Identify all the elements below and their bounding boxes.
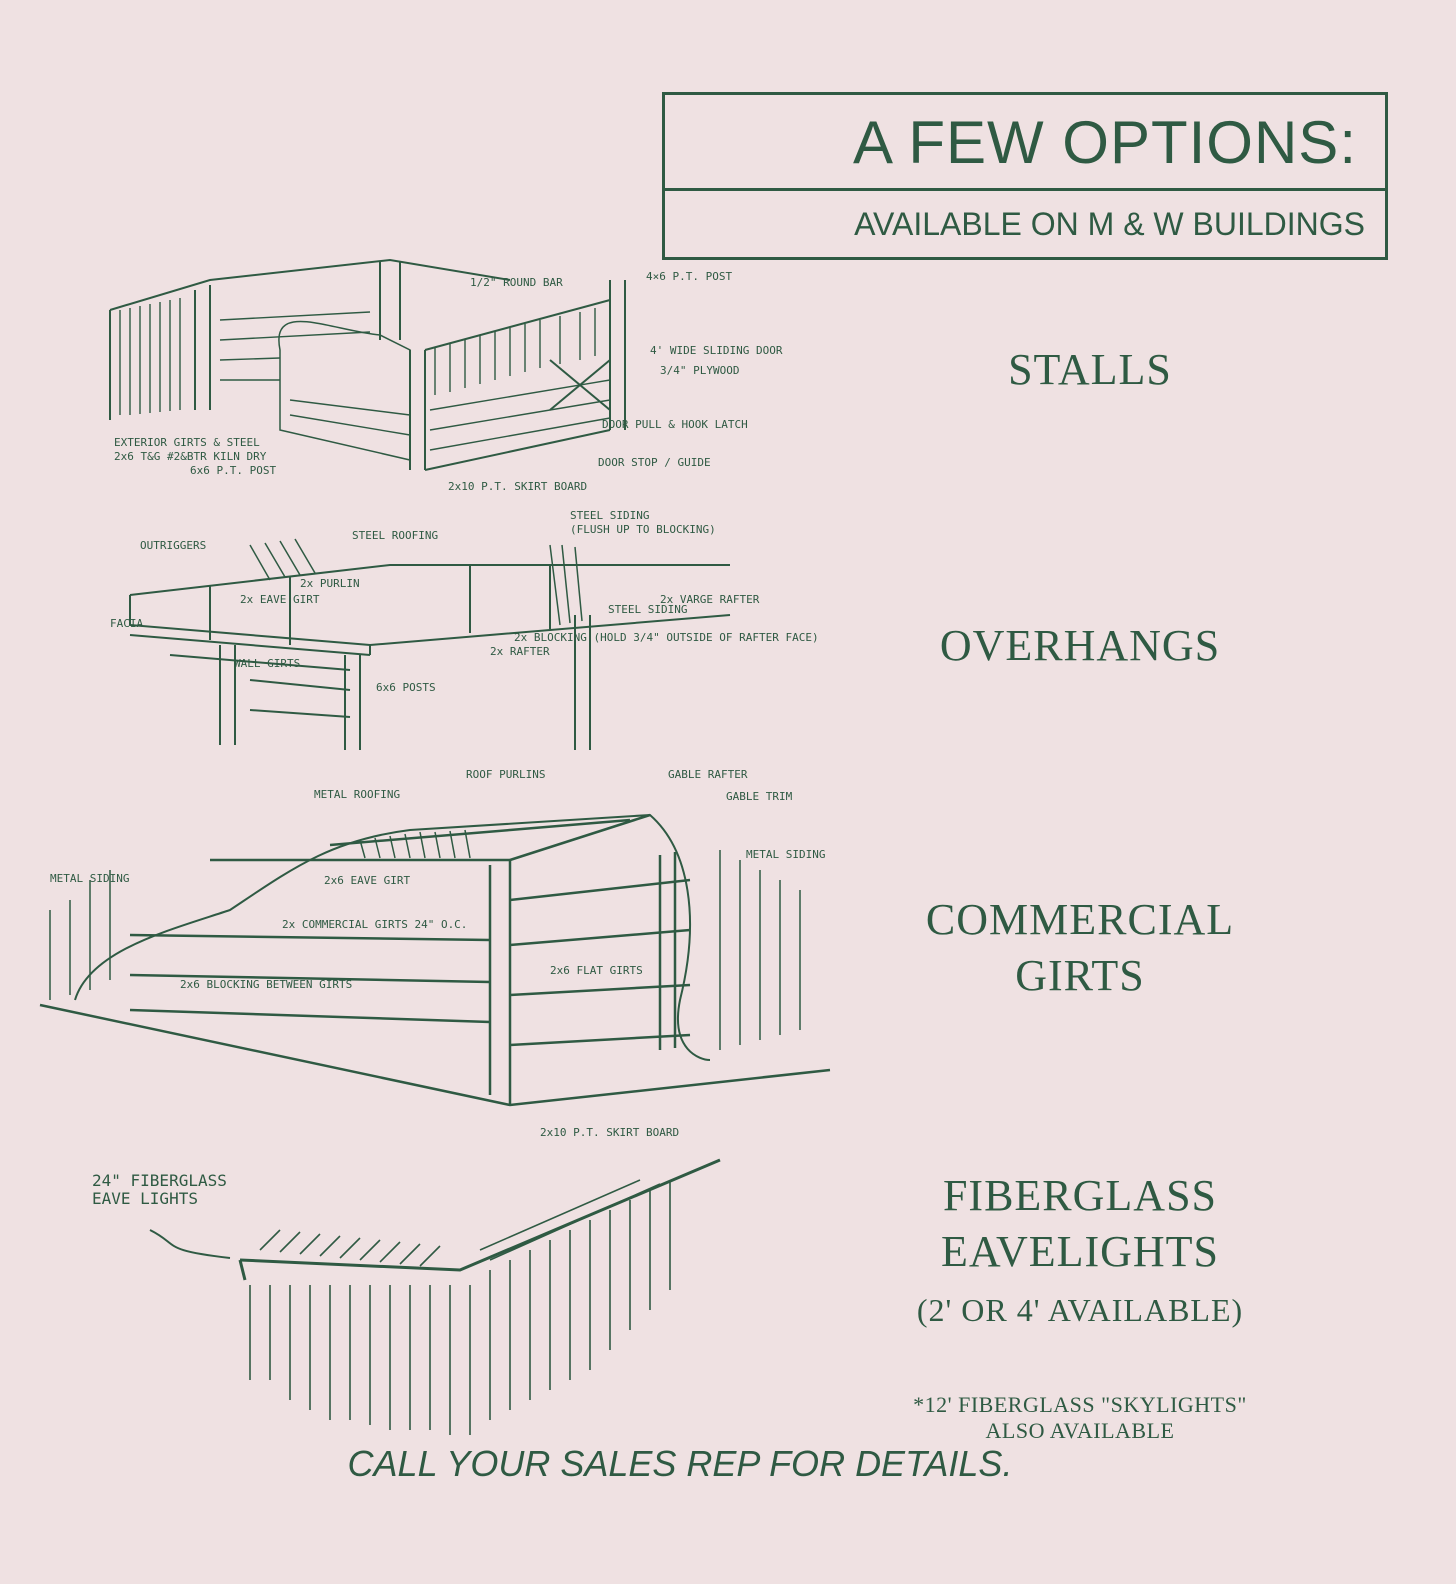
option-eavelights-line2: EAVELIGHTS	[940, 1227, 1220, 1276]
girts-label-commercial-girts: 2x COMMERCIAL GIRTS 24" O.C.	[282, 918, 468, 931]
overhangs-label-steel-siding-2: STEEL SIDING	[608, 603, 688, 616]
stalls-label-exterior-girts: EXTERIOR GIRTS & STEEL	[114, 436, 260, 449]
overhangs-label-outriggers: OUTRIGGERS	[140, 539, 207, 552]
stalls-label-door-pull: DOOR PULL & HOOK LATCH	[602, 418, 748, 431]
stalls-label-6x6-post: 6x6 P.T. POST	[190, 464, 277, 477]
eavelights-label-line1: 24" FIBERGLASS	[92, 1171, 227, 1190]
stalls-label-plywood: 3/4" PLYWOOD	[660, 364, 740, 377]
overhangs-label-flush: (FLUSH UP TO BLOCKING)	[570, 523, 716, 536]
option-eavelights-sizes: (2' OR 4' AVAILABLE)	[916, 1292, 1244, 1328]
overhangs-label-posts: 6x6 POSTS	[376, 681, 436, 694]
overhangs-label-facia: FACIA	[110, 617, 144, 630]
stalls-label-door-stop: DOOR STOP / GUIDE	[598, 456, 711, 469]
option-eavelights-line1: FIBERGLASS	[942, 1171, 1218, 1220]
page-title: A FEW OPTIONS:	[665, 95, 1385, 191]
stalls-label-skirt-board: 2x10 P.T. SKIRT BOARD	[448, 480, 588, 493]
stalls-label-sliding-door: 4' WIDE SLIDING DOOR	[650, 344, 783, 357]
girts-drawing	[30, 760, 850, 1150]
overhangs-label-varge-rafter: 2x VARGE RAFTER	[660, 593, 760, 606]
option-commercial-girts-line2: GIRTS	[1015, 951, 1145, 1000]
girts-label-metal-siding-left: METAL SIDING	[50, 872, 130, 885]
girts-label-metal-siding-right: METAL SIDING	[746, 848, 826, 861]
overhangs-drawing	[90, 505, 819, 755]
footer-cta: CALL YOUR SALES REP FOR DETAILS.	[347, 1443, 1013, 1484]
girts-sketch	[30, 760, 850, 1150]
overhangs-label-eave-girt: 2x EAVE GIRT	[240, 593, 320, 606]
option-stalls: STALLS	[1008, 345, 1172, 394]
stalls-label-tg: 2x6 T&G #2&BTR KILN DRY	[114, 450, 267, 463]
girts-label-skirt-board: 2x10 P.T. SKIRT BOARD	[540, 1126, 680, 1139]
stalls-drawing	[90, 240, 790, 500]
option-overhangs: OVERHANGS	[939, 621, 1221, 670]
overhangs-label-steel-siding: STEEL SIDING	[570, 509, 650, 522]
overhangs-label-blocking: 2x BLOCKING (HOLD 3/4" OUTSIDE OF RAFTER FACE)	[514, 631, 819, 644]
girts-label-flat-girts: 2x6 FLAT GIRTS	[550, 964, 643, 977]
stalls-label-round-bar: 1/2" ROUND BAR	[470, 276, 563, 289]
girts-label-blocking: 2x6 BLOCKING BETWEEN GIRTS	[180, 978, 353, 991]
option-commercial-girts-line1: COMMERCIAL	[925, 895, 1235, 944]
girts-label-gable-rafter: GABLE RAFTER	[668, 768, 748, 781]
girts-label-gable-trim: GABLE TRIM	[726, 790, 793, 803]
girts-label-roof-purlins: ROOF PURLINS	[466, 768, 546, 781]
skylights-note-line2: ALSO AVAILABLE	[985, 1418, 1175, 1443]
stalls-label-post: 4×6 P.T. POST	[646, 270, 733, 283]
page-subtitle: AVAILABLE ON M & W BUILDINGS	[854, 206, 1365, 242]
overhangs-label-steel-roofing: STEEL ROOFING	[352, 529, 439, 542]
eavelights-drawing	[80, 1150, 740, 1440]
overhangs-label-wall-girts: WALL GIRTS	[234, 657, 301, 670]
title-box	[662, 92, 1388, 260]
skylights-note-line1: *12' FIBERGLASS "SKYLIGHTS"	[913, 1392, 1247, 1417]
girts-label-metal-roofing: METAL ROOFING	[314, 788, 401, 801]
overhangs-label-rafter: 2x RAFTER	[490, 645, 550, 658]
girts-label-eave-girt: 2x6 EAVE GIRT	[324, 874, 411, 887]
overhangs-label-purlin: 2x PURLIN	[300, 577, 360, 590]
eavelights-label-line2: EAVE LIGHTS	[92, 1189, 198, 1208]
